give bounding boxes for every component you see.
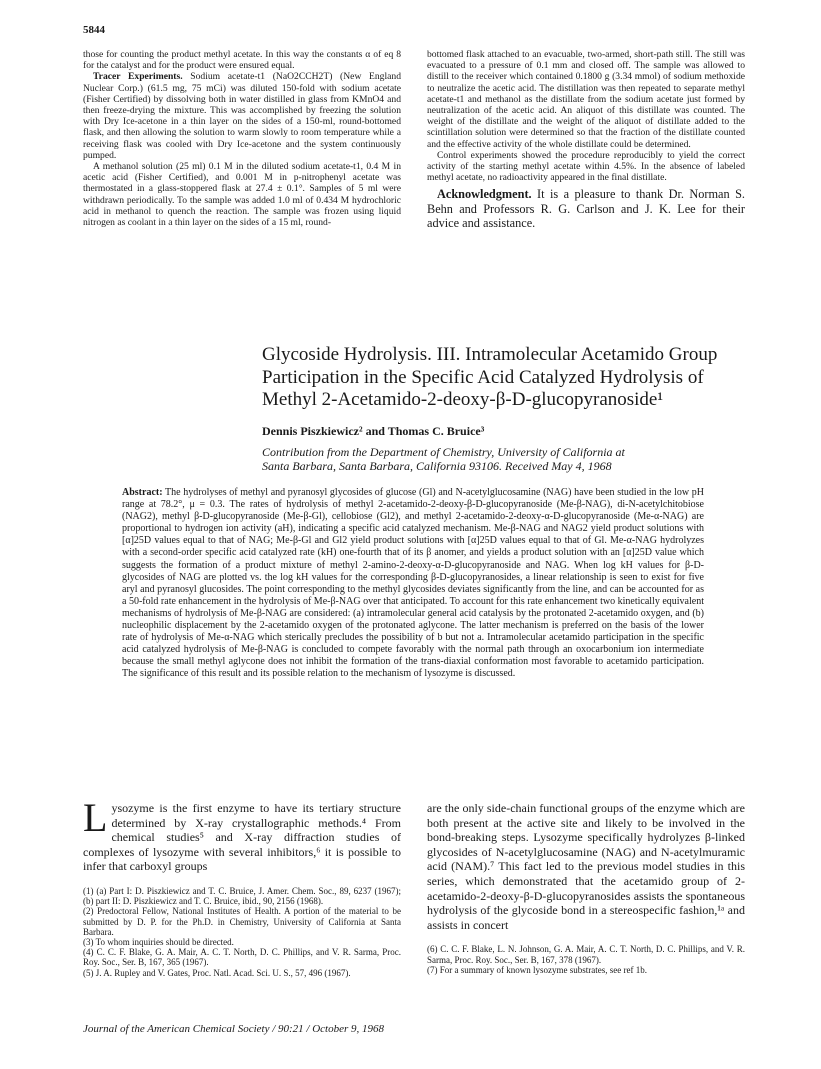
article-title	[262, 344, 722, 412]
section-heading: Tracer Experiments.	[93, 71, 183, 83]
paragraph: those for counting the product methyl acetate. In this way the constants α of eq 8 for the catalyst and for the product were ensured equal.	[83, 49, 401, 72]
abstract	[122, 487, 704, 681]
title-line: Methyl 2-Acetamido-2-deoxy-β-D-glucopyranoside¹	[262, 389, 664, 410]
intro-text: ysozyme is the first enzyme to have its tertiary structure determined by X-ray crystallographic methods.⁴ From chemical studies⁵ and X-ray diffraction studies of complexes of lysozyme with several inhibitors,⁶ it is possible to infer that carboxyl groups	[83, 801, 401, 874]
abstract-label: Abstract:	[122, 487, 163, 498]
paragraph: A methanol solution (25 ml) 0.1 M in the diluted sodium acetate-t1, 0.4 M in acetic acid (Fisher Certified), and 0.001 M in p-nitrophenyl acetate was thermostated in a glass-stoppered flask at 27.4 ± 0.1°. Samples of 5 ml were withdrawn periodically. To the sample was added 1.0 ml of 0.434 M hydrochloric acid in methanol to quench the reaction. The sample was frozen using liquid nitrogen as coolant in a thin layer on the sides of a 15 ml, round-	[83, 161, 401, 229]
acknowledgment	[427, 187, 745, 230]
previous-article-continuation	[83, 49, 745, 230]
affiliation	[262, 445, 722, 474]
top-right-column	[427, 49, 745, 230]
abstract-text: The hydrolyses of methyl and pyranosyl glycosides of glucose (Gl) and N-acetylglucosamine (NAG) have been studied in the low pH range at 78.2°, μ = 0.3. The rates of hydrolysis of methyl 2-acetamido-2-deoxy-β-D-glucopyranoside (Me-β-NAG), di-N-acetylchitobiose (NAG2), methyl β-D-glucopyranoside (Me-β-Gl), cellobiose (Gl2), and methyl 2-acetamido-2-deoxy-α-D-glucopyranoside (Me-α-NAG) are proportional to hydrogen ion activity (aH), indicating a specific acid catalyzed mechanism. Me-β-NAG and NAG2 yield product solutions with [α]25D values equal to that of NAG; Me-β-Gl and Gl2 yield product solutions with [α]25D values equal to that of Gl. Me-α-NAG hydrolyzes with a second-order specific acid catalyzed rate (kH) one-fourth that of its β anomer, and yields a product solution with an [α]25D value which suggests the formation of a product mixture of methyl 2-amino-2-deoxy-α-D-glucopyranoside and NAG. When log kH values for β-D-glycosides of NAG are plotted vs. the log kH values for the corresponding β-D-glucopyranosides, a linear relationship is seen to exist for five aryl and pyranosyl glucosides. The point corresponding to the methyl glycosides deviates significantly from the line, and can be accounted for as a 50-fold rate enhancement in the hydrolysis of Me-β-NAG over that anticipated. To account for this rate enhancement two kinetically equivalent mechanisms of hydrolysis of Me-β-NAG are considered: (a) intramolecular general acid catalysis by the protonated 2-acetamido oxygen, and (b) nucleophilic displacement by the 2-acetamido oxygen of the protonated aglycone. The latter mechanism is preferred on the basis of the lower rate of hydrolysis of Me-α-NAG which sterically precludes the possibility of b but not a. Intramolecular acetamido participation in the specific acid catalyzed hydrolysis of Me-β-NAG is concluded to compete favorably with the normal path through an oxocarbonium ion intermediate because the small methyl aglycone does not inhibit the formation of the trans-diaxial conformation most favorable to acetamido participation. The significance of this result and its possible relation to the mechanism of lysozyme is discussed.	[122, 487, 704, 680]
acknowledgment-heading: Acknowledgment.	[437, 187, 532, 202]
title-line: Participation in the Specific Acid Catalyzed Hydrolysis of	[262, 366, 704, 388]
footnote: (5) J. A. Rupley and V. Gates, Proc. Natl. Acad. Sci. U. S., 57, 496 (1967).	[83, 967, 351, 978]
acknowledgment-text: It is a pleasure to thank Dr. Norman S. Behn and Professors R. G. Carlson and J. K. Lee for their advice and assistance.	[427, 187, 745, 230]
affiliation-line: Contribution from the Department of Chemistry, University of California at	[262, 444, 625, 459]
intro-paragraph	[83, 795, 401, 874]
footnote: (6) C. C. F. Blake, L. N. Johnson, G. A. Mair, A. C. T. North, D. C. Phillips, and V. R. Sarma, Proc. Roy. Soc., Ser. B, 167, 378 (1967).	[427, 944, 745, 965]
paragraph-text: Sodium acetate-t1 (NaO2CCH2T) (New England Nuclear Corp.) (61.5 mg, 75 mCi) was diluted 150-fold with sodium acetate (Fisher Certified) by dissolving both in water distilled in glass from KMnO4 and then freeze-drying the mixture. This was accomplished by freezing the solution with Dry Ice-acetone in a thin layer on the sides of a 150-ml, round-bottomed flask, and then allowing the solution to warm slowly to room temperature while a receiving flask was cooled with Dry Ice-acetone and the system continuously pumped.	[83, 71, 401, 161]
body-paragraph: are the only side-chain functional groups of the enzyme which are both present at the active site and likely to be involved in the bond-breaking steps. Lysozyme specifically hydrolyzes β-linked glycosides of N-acetylglucosamine (NAG) and N-acetylmuramic acid (NAM).⁷ This fact led to the previous model studies in this series, which demonstrated that the acetamido group of 2-acetamido-2-deoxy-β-D-glucopyranosides assists the spontaneous hydrolysis of the glycoside bond in a stereospecific fashion,¹ᵃ and assists in concert	[427, 801, 745, 932]
top-left-column	[83, 49, 401, 230]
body-left-column	[83, 795, 401, 978]
article-body	[83, 795, 745, 978]
footnotes-right	[427, 944, 745, 975]
drop-cap: L	[83, 795, 108, 840]
footnote: (2) Predoctoral Fellow, National Institutes of Health. A portion of the material to be submitted by D. P. for the Ph.D. in Chemistry, University of California at Santa Barbara.	[83, 906, 401, 937]
body-right-column	[427, 801, 745, 978]
journal-footer: Journal of the American Chemical Society / 90:21 / October 9, 1968	[83, 1023, 385, 1035]
title-line: Glycoside Hydrolysis. III. Intramolecular Acetamido Group	[262, 344, 718, 365]
paragraph: Control experiments showed the procedure reproducibly to yield the correct activity of the starting methyl acetate within 4.5%. In the absence of labeled methyl acetate, no radioactivity appeared in the final distillate.	[427, 149, 745, 184]
article-header	[262, 344, 722, 474]
page-number: 5844	[83, 24, 105, 36]
authors: Dennis Piszkiewicz² and Thomas C. Bruice³	[262, 423, 485, 438]
affiliation-line: Santa Barbara, Santa Barbara, California 93106. Received May 4, 1968	[262, 459, 612, 473]
footnote: (7) For a summary of known lysozyme substrates, see ref 1b.	[427, 964, 647, 975]
paragraph	[83, 71, 401, 161]
footnotes-left	[83, 886, 401, 978]
paragraph: bottomed flask attached to an evacuable, two-armed, short-path still. The still was evacuated to a pressure of 0.1 mm and closed off. The sample was allowed to distill to the receiver which contained 0.1800 g (3.34 mmol) of sodium methoxide to neutralize the acetic acid. The distillation was then repeated to separate methyl acetate-t1 and methanol as the distillate from the sodium acetate just formed by neutralization of the acetic acid. An aliquot of this distillate was counted. The weight of the distillate and the weight of the aliquot of distillate added to the scintillation solution were determined so that the fraction of the distillate counted and the effective activity of the whole distillate could be determined.	[427, 49, 745, 150]
footnote: (4) C. C. F. Blake, G. A. Mair, A. C. T. North, D. C. Phillips, and V. R. Sarma, Proc. Roy. Soc., Ser. B, 167, 365 (1967).	[83, 947, 401, 968]
footnote: (3) To whom inquiries should be directed.	[83, 936, 234, 947]
footnote: (1) (a) Part I: D. Piszkiewicz and T. C. Bruice, J. Amer. Chem. Soc., 89, 6237 (1967); (b) part II: D. Piszkiewicz and T. C. Bruice, ibid., 90, 2156 (1968).	[83, 885, 401, 907]
